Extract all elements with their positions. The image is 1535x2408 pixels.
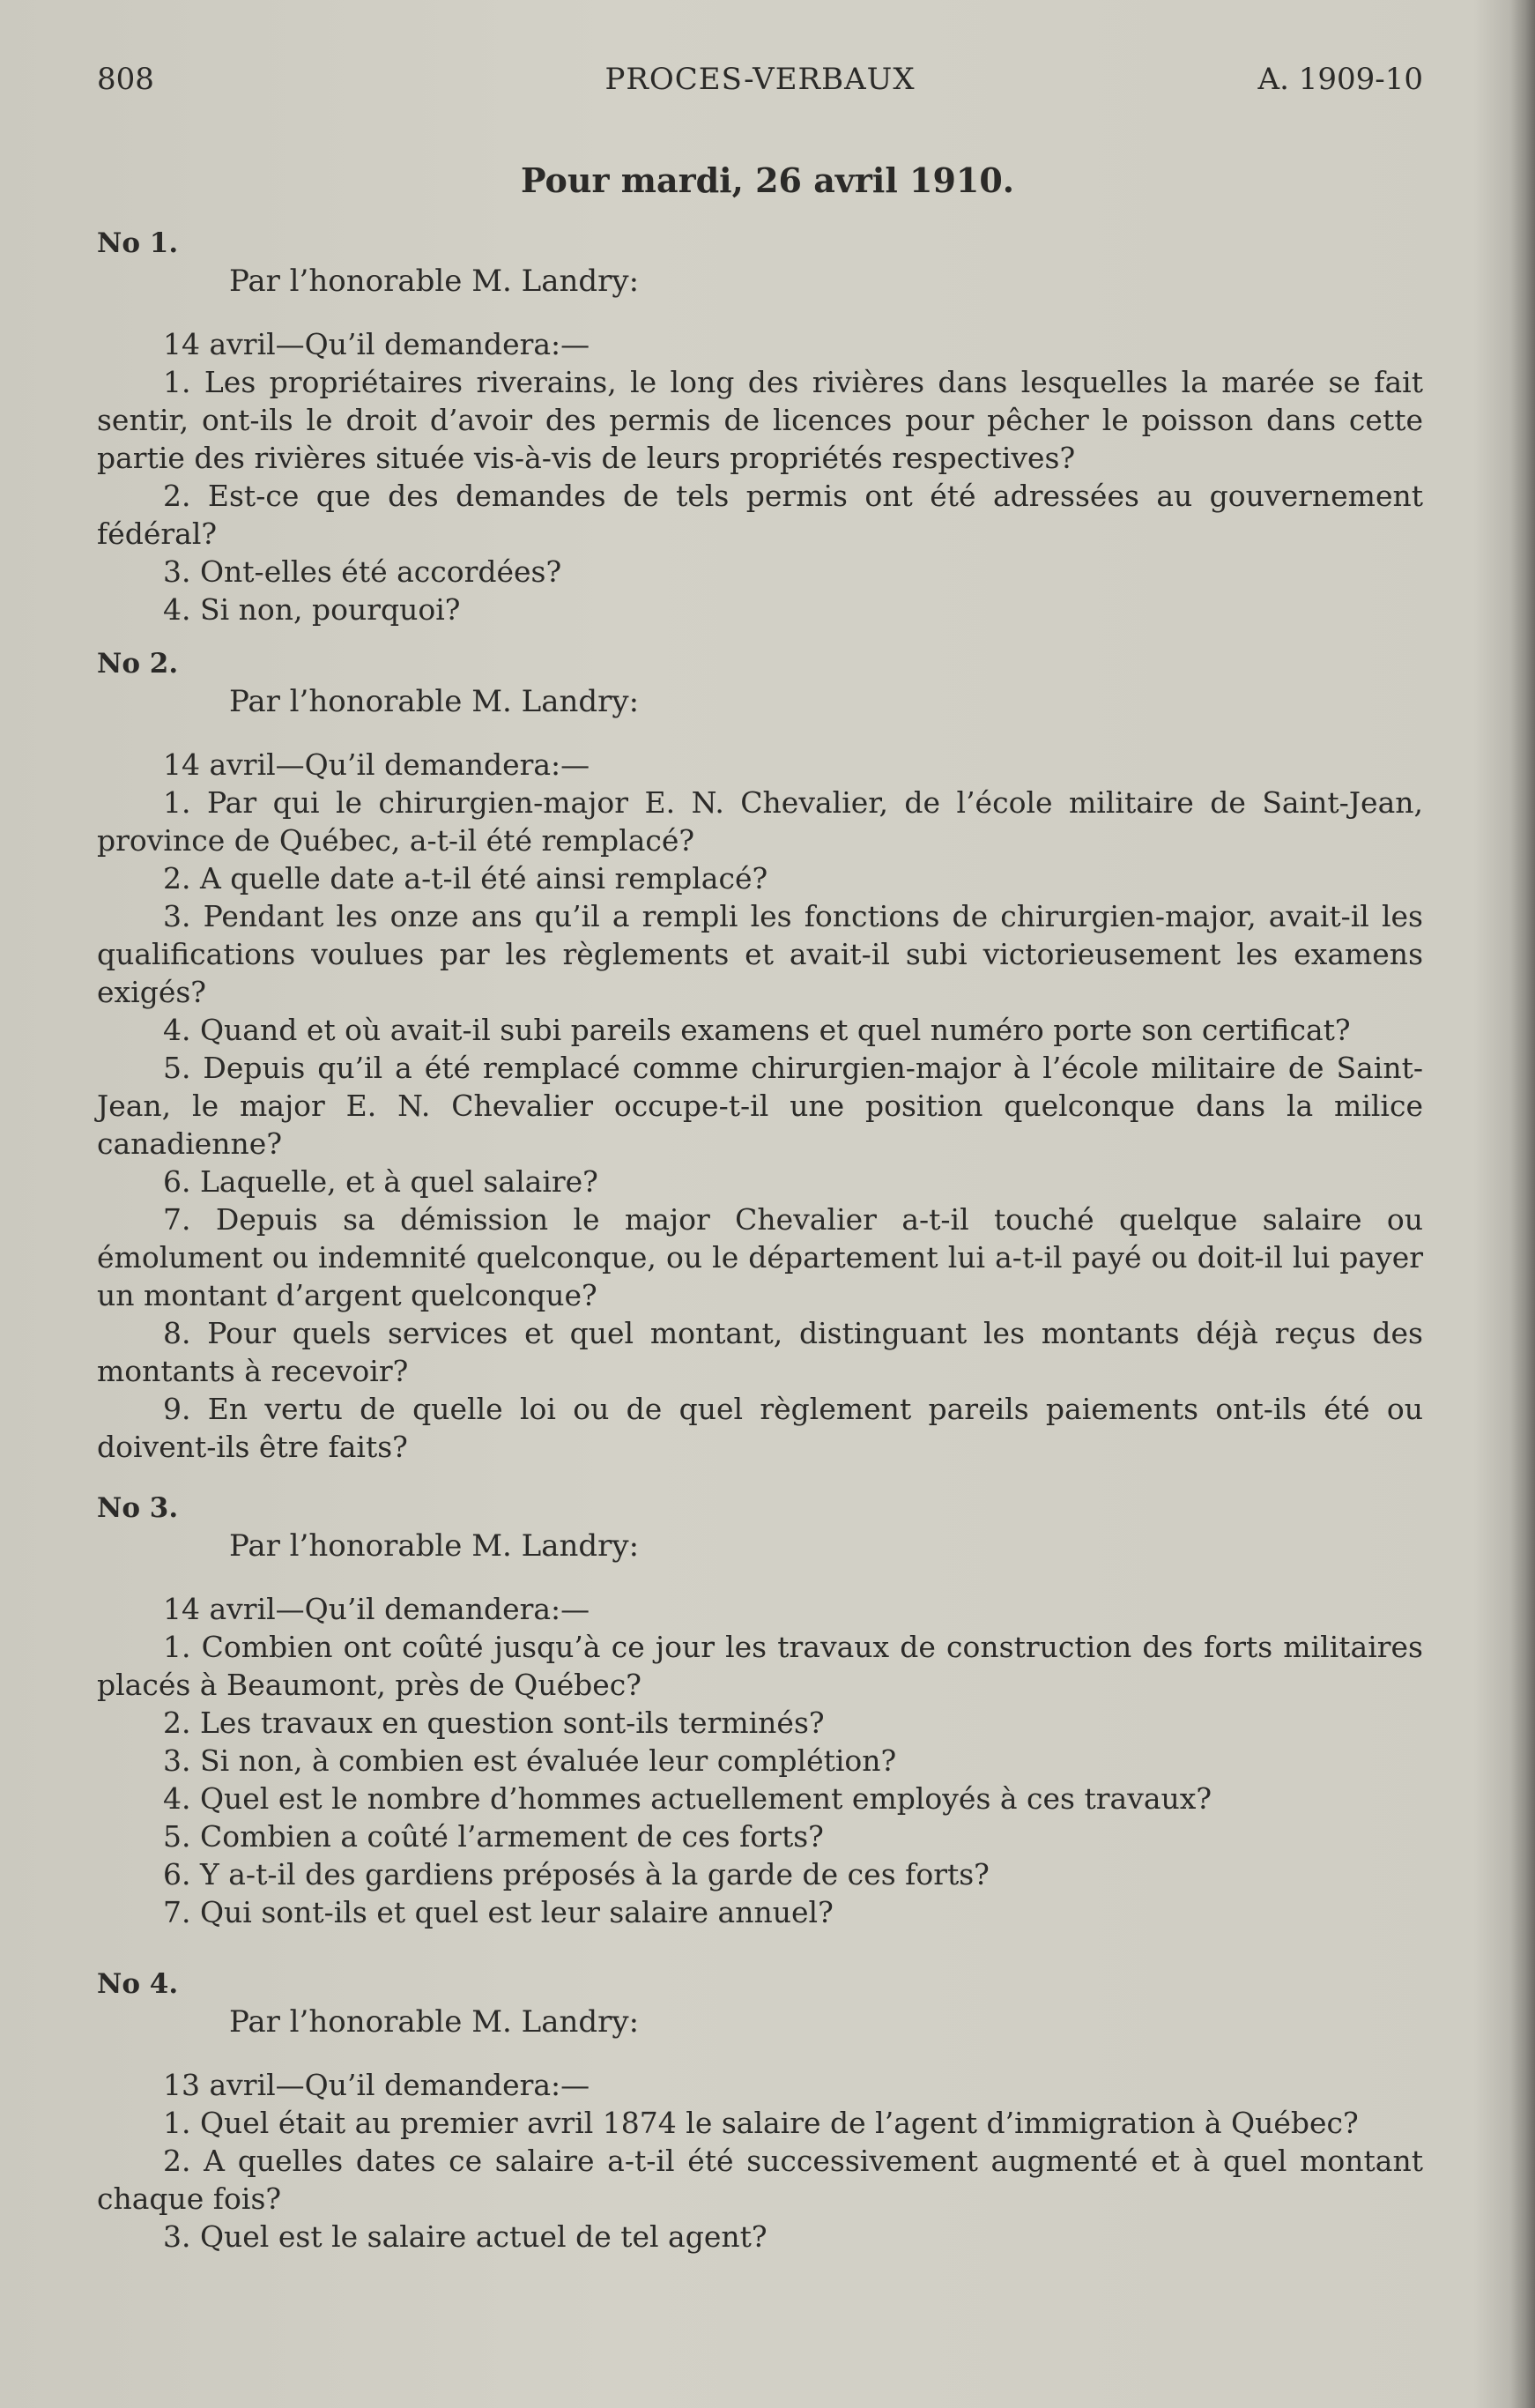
running-header bbox=[97, 62, 1423, 104]
question-item: 8. Pour quels services et quel montant, distinguant les montants déjà reçus des montants à recevoir? bbox=[97, 1316, 1423, 1388]
question-item: 1. Par qui le chirurgien-major E. N. Chevalier, de l’école militaire de Saint-Jean, province de Québec, a-t-il été remplacé? bbox=[97, 785, 1423, 858]
page-edge-shadow bbox=[1510, 0, 1535, 2408]
question-date: 14 avril—Qu’il demandera:— bbox=[163, 747, 590, 782]
question-author: Par l’honorable M. Landry: bbox=[229, 1528, 640, 1564]
question-block bbox=[97, 225, 1423, 628]
question-item: 6. Laquelle, et à quel salaire? bbox=[163, 1164, 598, 1199]
page-number: 808 bbox=[97, 62, 154, 97]
question-item: 3. Si non, à combien est évaluée leur complétion? bbox=[163, 1743, 897, 1778]
question-item: 4. Quand et où avait-il subi pareils examens et quel numéro porte son certificat? bbox=[163, 1013, 1351, 1047]
question-block bbox=[97, 645, 1423, 1466]
question-item: 1. Combien ont coûté jusqu’à ce jour les travaux de construction des forts militaires placés à Beaumont, près de Québec? bbox=[97, 1630, 1423, 1702]
question-item: 9. En vertu de quelle loi ou de quel règlement pareils paiements ont-ils été ou doivent-ils être faits? bbox=[97, 1392, 1423, 1464]
question-item: 1. Les propriétaires riverains, le long des rivières dans lesquelles la marée se fait sentir, ont-ils le droit d’avoir des permis de licences pour pêcher le poisson dans cette partie des rivières située vis-à-vis de leurs propriétés respectives? bbox=[97, 365, 1423, 475]
session-label: A. 1909-10 bbox=[1257, 62, 1423, 97]
question-block bbox=[97, 1966, 1423, 2256]
question-item: 4. Si non, pourquoi? bbox=[163, 592, 461, 627]
question-author: Par l’honorable M. Landry: bbox=[229, 264, 640, 299]
header-title: PROCES-VERBAUX bbox=[604, 62, 916, 97]
question-item: 2. Les travaux en question sont-ils terminés? bbox=[163, 1706, 825, 1740]
question-item: 6. Y a-t-il des gardiens préposés à la garde de ces forts? bbox=[163, 1857, 990, 1891]
question-item: 3. Pendant les onze ans qu’il a rempli les fonctions de chirurgien-major, avait-il les qualifications voulues par les règlements et avait-il subi victorieusement les examens exigés? bbox=[97, 899, 1423, 1009]
question-item: 3. Ont-elles été accordées? bbox=[163, 554, 562, 589]
question-date: 14 avril—Qu’il demandera:— bbox=[163, 327, 590, 361]
question-item: 3. Quel est le salaire actuel de tel agent? bbox=[163, 2219, 768, 2254]
question-author: Par l’honorable M. Landry: bbox=[229, 684, 640, 719]
question-item: 4. Quel est le nombre d’hommes actuellement employés à ces travaux? bbox=[163, 1781, 1212, 1816]
question-item: 2. A quelle date a-t-il été ainsi remplacé? bbox=[163, 861, 768, 896]
question-block bbox=[97, 1490, 1423, 1931]
question-item: 5. Depuis qu’il a été remplacé comme chirurgien-major à l’école militaire de Saint-Jean, le major E. N. Chevalier occupe-t-il une position quelconque dans la milice canadienne? bbox=[97, 1051, 1423, 1161]
question-author: Par l’honorable M. Landry: bbox=[229, 2004, 640, 2040]
question-item: 5. Combien a coûté l’armement de ces forts? bbox=[163, 1819, 824, 1854]
question-item: 2. A quelles dates ce salaire a-t-il été successivement augmenté et à quel montant chaque fois? bbox=[97, 2144, 1423, 2216]
question-item: 7. Qui sont-ils et quel est leur salaire annuel? bbox=[163, 1895, 834, 1929]
question-date: 13 avril—Qu’il demandera:— bbox=[163, 2068, 590, 2102]
question-number: No 2. bbox=[97, 648, 179, 680]
question-number: No 3. bbox=[97, 1492, 179, 1524]
question-date: 14 avril—Qu’il demandera:— bbox=[163, 1592, 590, 1626]
date-heading: Pour mardi, 26 avril 1910. bbox=[520, 160, 1015, 200]
question-item: 2. Est-ce que des demandes de tels permis ont été adressées au gouvernement fédéral? bbox=[97, 479, 1423, 551]
question-item: 1. Quel était au premier avril 1874 le salaire de l’agent d’immigration à Québec? bbox=[163, 2106, 1359, 2140]
question-item: 7. Depuis sa démission le major Chevalier a-t-il touché quelque salaire ou émolument ou indemnité quelconque, ou le département lui a-t-il payé ou doit-il lui payer un montant d’argent quelconque? bbox=[97, 1202, 1423, 1312]
question-number: No 1. bbox=[97, 227, 179, 259]
question-number: No 4. bbox=[97, 1968, 179, 2000]
